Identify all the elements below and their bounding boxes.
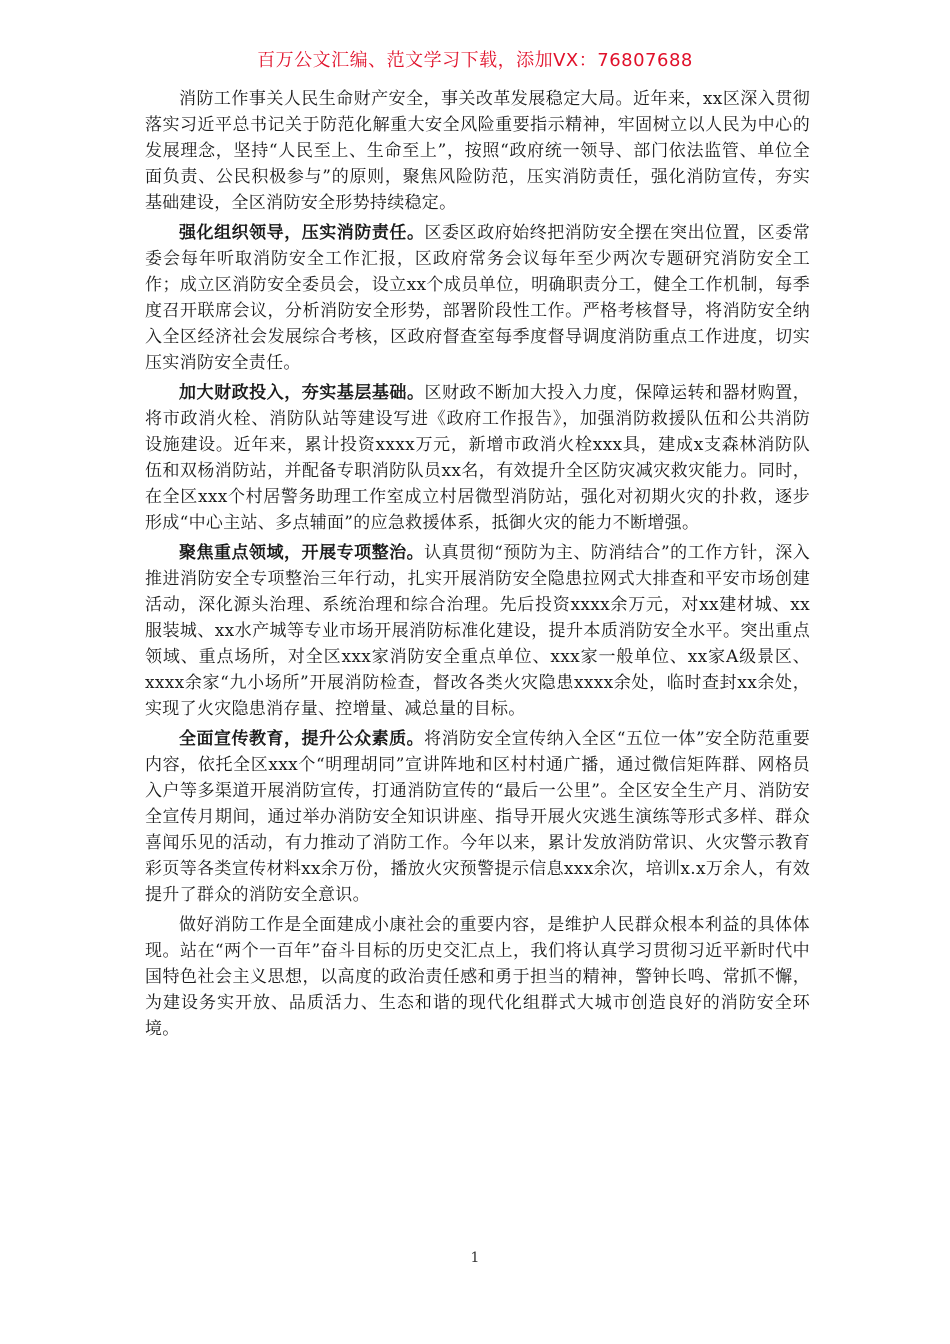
paragraph-heading: 全面宣传教育，提升公众素质。 bbox=[179, 729, 425, 749]
paragraph-finance bbox=[145, 380, 810, 536]
page-number: 1 bbox=[470, 1250, 480, 1266]
paragraph-heading: 聚焦重点领域，开展专项整治。 bbox=[179, 543, 425, 563]
paragraph-conclusion bbox=[145, 912, 810, 1042]
paragraph-text: 认真贯彻“预防为主、防消结合”的工作方针，深入推进消防安全专项整治三年行动，扎实开展消防安全隐患拉网式大排查和平安市场创建活动，深化源头治理、系统治理和综合治理。先后投资xxxx余万元，对xx建材城、xx服装城、xx水产城等专业市场开展消防标准化建设，提升本质消防安全水平。突出重点领域、重点场所，对全区xxx家消防安全重点单位、xxx家一般单位、xx家A级景区、xxxx余家“九小场所”开展消防检查，督改各类火灾隐患xxxx余处，临时查封xx余处，实现了火灾隐患消存量、控增量、减总量的目标。 bbox=[145, 543, 810, 719]
paragraph-text: 区委区政府始终把消防安全摆在突出位置，区委常委会每年听取消防安全工作汇报，区政府常务会议每年至少两次专题研究消防安全工作；成立区消防安全委员会，设立xx个成员单位，明确职责分工，健全工作机制，每季度召开联席会议，分析消防安全形势，部署阶段性工作。严格考核督导，将消防安全纳入全区经济社会发展综合考核，区政府督查室每季度督导调度消防重点工作进度，切实压实消防安全责任。 bbox=[145, 223, 810, 373]
paragraph-heading: 加大财政投入，夯实基层基础。 bbox=[179, 383, 425, 403]
paragraph-text: 做好消防工作是全面建成小康社会的重要内容，是维护人民群众根本利益的具体体现。站在“两个一百年”奋斗目标的历史交汇点上，我们将认真学习贯彻习近平新时代中国特色社会主义思想，以高度的政治责任感和勇于担当的精神，警钟长鸣、常抓不懈，为建设务实开放、品质活力、生态和谐的现代化组群式大城市创造良好的消防安全环境。 bbox=[145, 915, 810, 1039]
paragraph-education bbox=[145, 726, 810, 908]
paragraph-heading: 强化组织领导，压实消防责任。 bbox=[179, 223, 425, 243]
document-body bbox=[145, 86, 810, 1046]
paragraph-text: 消防工作事关人民生命财产安全，事关改革发展稳定大局。近年来，xx区深入贯彻落实习近平总书记关于防范化解重大安全风险重要指示精神，牢固树立以人民为中心的发展理念，坚持“人民至上、生命至上”，按照“政府统一领导、部门依法监管、单位全面负责、公民积极参与”的原则，聚焦风险防范，压实消防责任，强化消防宣传，夯实基础建设，全区消防安全形势持续稳定。 bbox=[145, 89, 810, 213]
header-banner: 百万公文汇编、范文学习下载，添加VX：76807688 bbox=[257, 50, 693, 71]
paragraph-text: 将消防安全宣传纳入全区“五位一体”安全防范重要内容，依托全区xxx个“明理胡同”宣讲阵地和区村村通广播，通过微信矩阵群、网格员入户等多渠道开展消防宣传，打通消防宣传的“最后一公里”。全区安全生产月、消防安全宣传月期间，通过举办消防安全知识讲座、指导开展火灾逃生演练等形式多样、群众喜闻乐见的活动，有力推动了消防工作。今年以来，累计发放消防常识、火灾警示教育彩页等各类宣传材料xx余万份，播放火灾预警提示信息xxx余次，培训x.x万余人，有效提升了群众的消防安全意识。 bbox=[145, 729, 810, 905]
paragraph-intro bbox=[145, 86, 810, 216]
paragraph-rectification bbox=[145, 540, 810, 722]
paragraph-organization bbox=[145, 220, 810, 376]
paragraph-text: 区财政不断加大投入力度，保障运转和器材购置，将市政消火栓、消防队站等建设写进《政府工作报告》，加强消防救援队伍和公共消防设施建设。近年来，累计投资xxxx万元，新增市政消火栓xxx具，建成x支森林消防队伍和双杨消防站，并配备专职消防队员xx名，有效提升全区防灾减灾救灾能力。同时，在全区xxx个村居警务助理工作室成立村居微型消防站，强化对初期火灾的扑救，逐步形成“中心主站、多点辅面”的应急救援体系，抵御火灾的能力不断增强。 bbox=[145, 383, 810, 533]
